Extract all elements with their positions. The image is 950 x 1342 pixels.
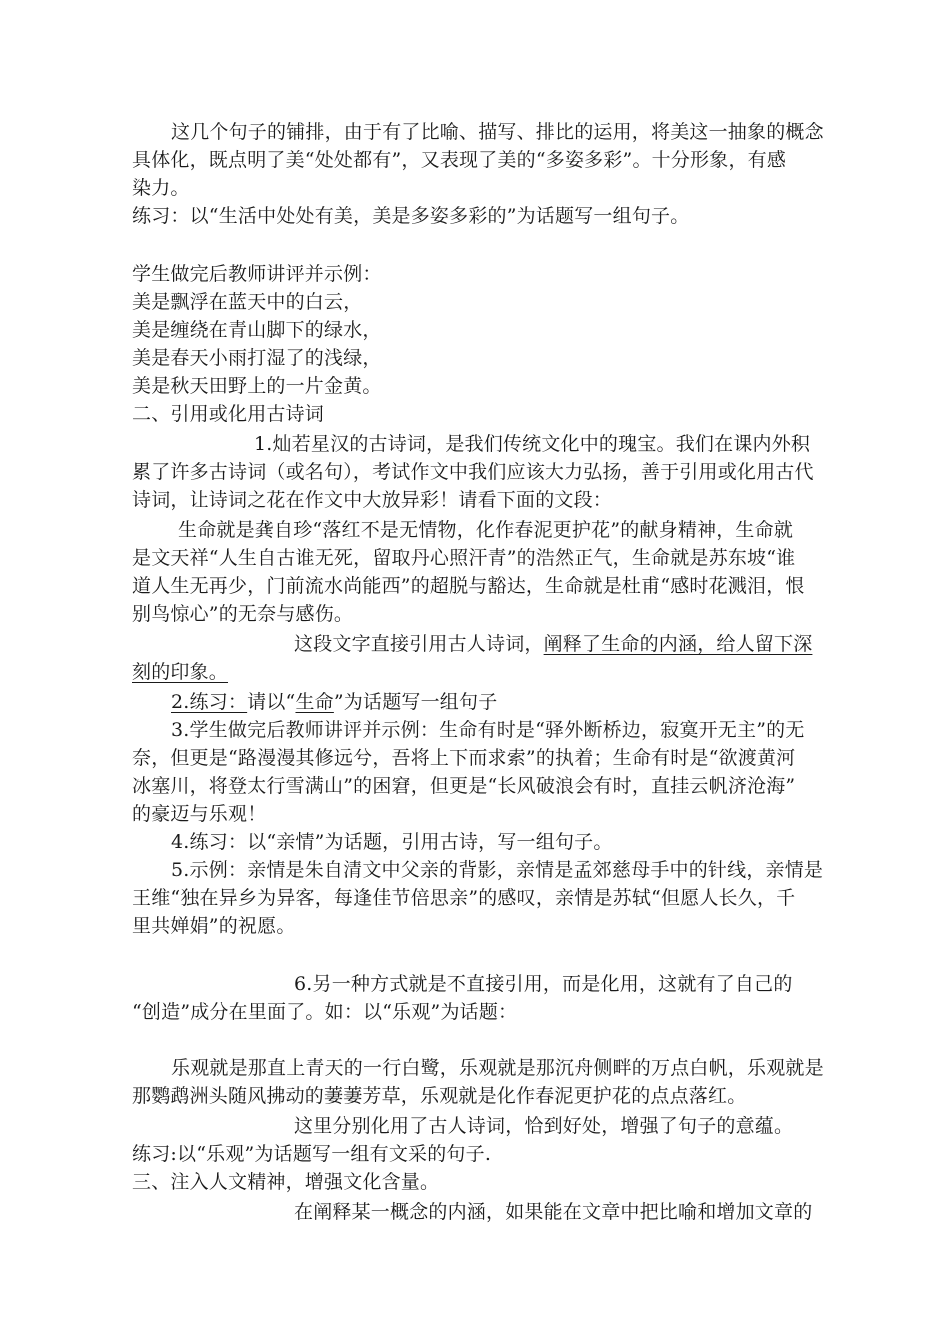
text-line: 美是秋天田野上的一片金黄。 [132,375,382,397]
text-line: 这里分别化用了古人诗词，恰到好处，增强了句子的意蕴。 [294,1115,794,1137]
text-line [294,630,812,658]
text-line: 美是飘浮在蓝天中的白云， [132,291,363,313]
text-line: 的豪迈与乐观！ [132,803,267,825]
text-line: 美是缠绕在青山脚下的绿水， [132,319,382,341]
text-line: 4.练习：以“亲情”为话题，引用古诗，写一组句子。 [171,831,613,853]
underlined-text: 生命 [295,691,334,713]
text-segment: ”为话题写一组句子 [333,691,498,713]
text-line: 奈，但更是“路漫漫其修远兮，吾将上下而求索”的执着；生命有时是“欲渡黄河 [132,747,796,769]
underlined-text: 2.练习： [171,691,248,713]
text-line: “创造”成分在里面了。如：以“乐观”为话题： [132,1001,518,1023]
text-line: 5.示例：亲情是朱自清文中父亲的背影，亲情是孟郊慈母手中的针线，亲情是 [171,859,824,881]
text-line: 3.学生做完后教师讲评并示例：生命有时是“驿外断桥边，寂寞开无主”的无 [171,719,805,741]
section-heading: 三、注入人文精神，增强文化含量。 [132,1171,440,1193]
text-line: 诗词，让诗词之花在作文中大放异彩！请看下面的文段： [132,489,613,511]
text-line: 具体化，既点明了美“处处都有”，又表现了美的“多姿多彩”。十分形象，有感 [132,149,787,171]
text-line: 6.另一种方式就是不直接引用，而是化用，这就有了自己的 [294,973,793,995]
text-line: 在阐释某一概念的内涵，如果能在文章中把比喻和增加文章的 [294,1201,813,1223]
section-heading: 二、引用或化用古诗词 [132,403,325,425]
text-line: 乐观就是那直上青天的一行白鹭，乐观就是那沉舟侧畔的万点白帆，乐观就是 [171,1057,824,1079]
text-segment: 这段文字直接引用古人诗词， [294,633,544,655]
text-line: 别鸟惊心”的无奈与感伤。 [132,603,354,625]
text-line: 染力。 [132,177,190,199]
text-line: 那鹦鹉洲头随风拂动的萋萋芳草，乐观就是化作春泥更护花的点点落红。 [132,1085,747,1107]
text-line: 里共婵娟”的祝愿。 [132,915,296,937]
text-segment: 请以“ [247,691,296,713]
text-line: 道人生无再少，门前流水尚能西”的超脱与豁达，生命就是杜甫“感时花溅泪，恨 [132,575,805,597]
text-line [171,688,497,716]
text-line: 练习:以“乐观”为话题写一组有文采的句子. [132,1143,492,1165]
underlined-text: 阐释了生命的内涵，给人留下深 [543,633,813,655]
text-line: 冰塞川，将登太行雪满山”的困窘，但更是“长风破浪会有时，直挂云帆济沧海” [132,775,796,797]
text-line: 美是春天小雨打湿了的浅绿， [132,347,382,369]
text-line: 是文天祥“人生自古谁无死，留取丹心照汗青”的浩然正气，生命就是苏东坡“谁 [132,547,796,569]
text-line: 学生做完后教师讲评并示例： [132,263,382,285]
underlined-text: 刻的印象。 [132,661,229,683]
text-line: 生命就是龚自珍“落红不是无情物，化作春泥更护花”的献身精神，生命就 [178,519,794,541]
text-line: 1.灿若星汉的古诗词，是我们传统文化中的瑰宝。我们在课内外积 [254,433,811,455]
text-line [132,658,228,686]
text-line: 累了许多古诗词（或名句），考试作文中我们应该大力弘扬，善于引用或化用古代 [132,461,814,483]
text-line: 练习：以“生活中处处有美，美是多姿多彩的”为话题写一组句子。 [132,205,690,227]
text-line: 这几个句子的铺排，由于有了比喻、描写、排比的运用，将美这一抽象的概念 [171,121,824,143]
text-line: 王维“独在异乡为异客，每逢佳节倍思亲”的感叹，亲情是苏轼“但愿人长久，千 [132,887,796,909]
